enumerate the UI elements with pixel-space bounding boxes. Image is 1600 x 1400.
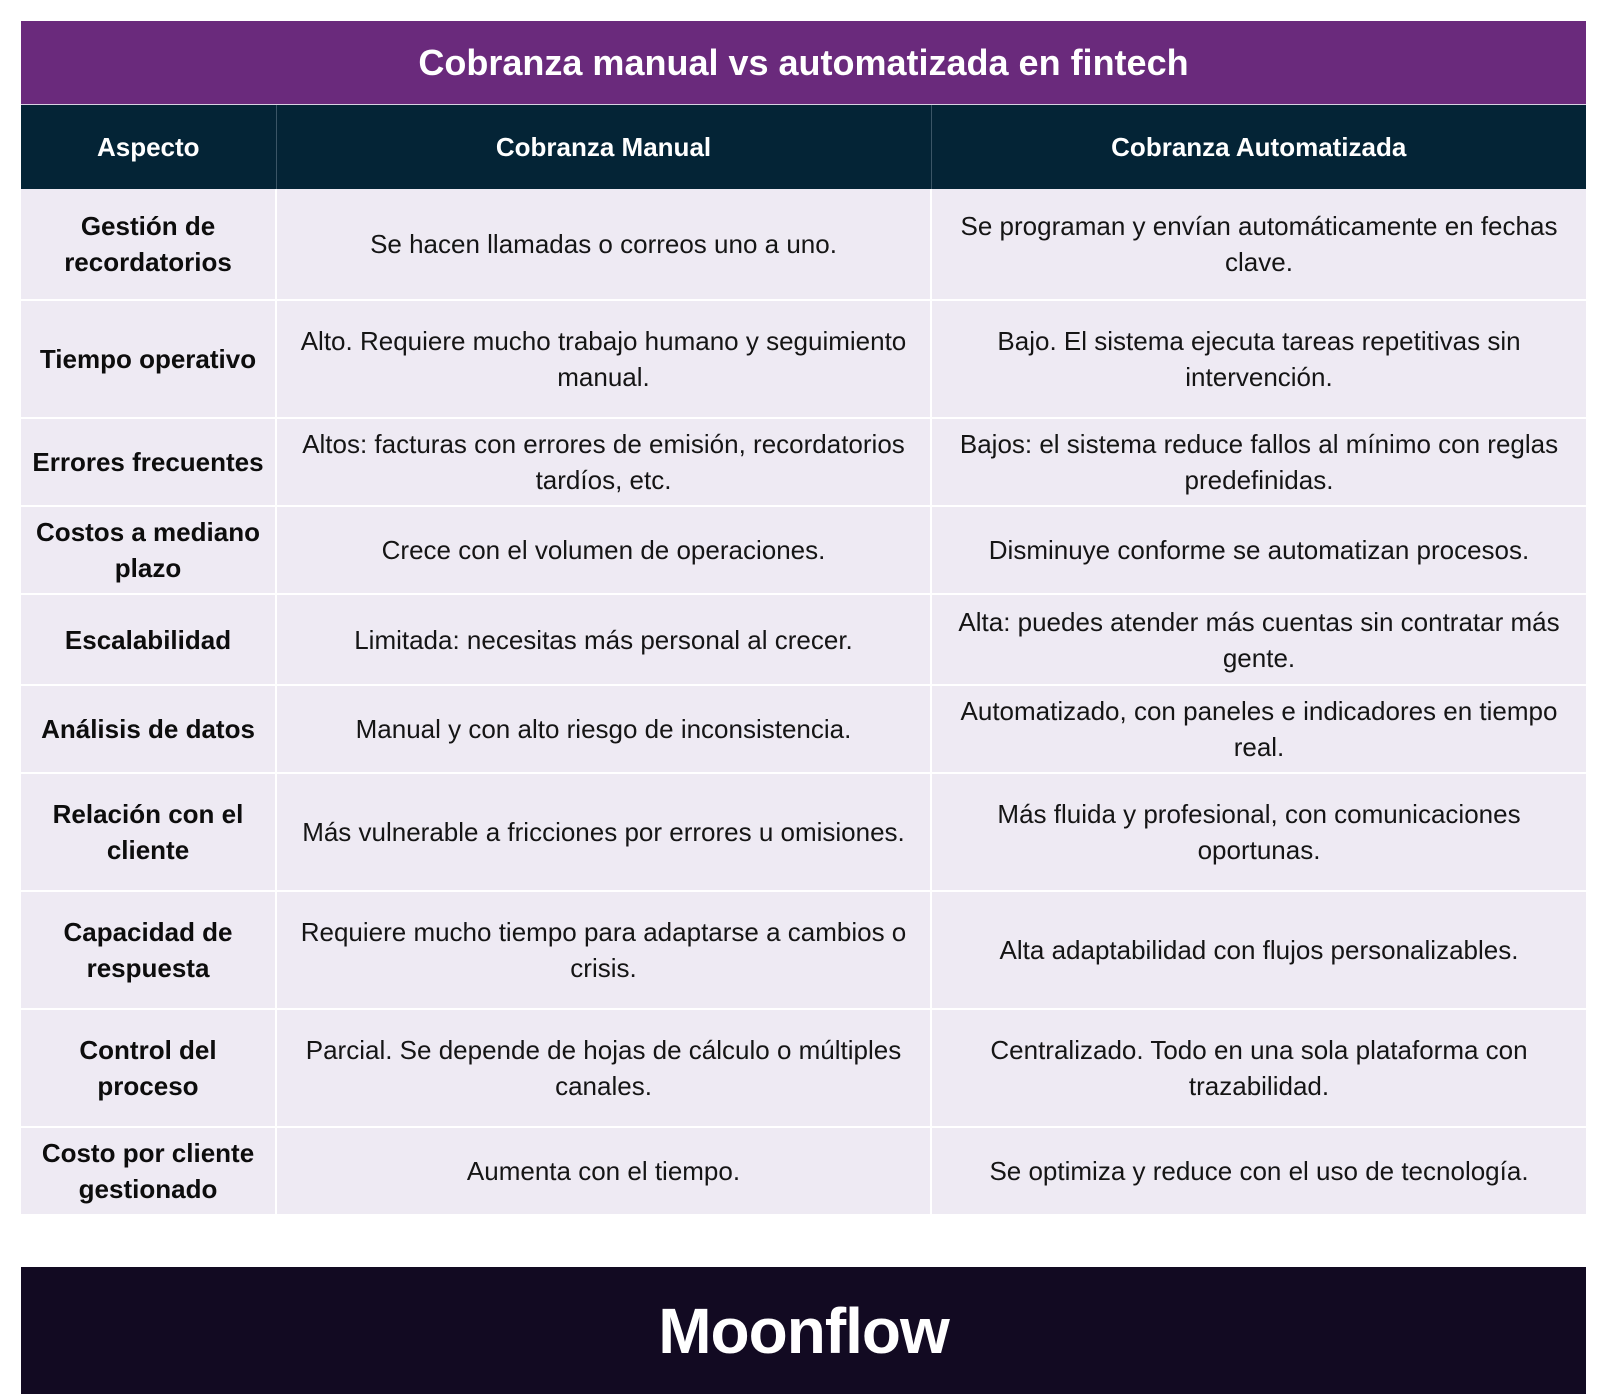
manual-cell: Limitada: necesitas más personal al crecer. bbox=[276, 594, 931, 685]
aspect-cell: Relación con el cliente bbox=[21, 773, 276, 891]
table-row bbox=[21, 1009, 1586, 1127]
table-row bbox=[21, 418, 1586, 506]
table-row bbox=[21, 685, 1586, 773]
aspect-cell: Costo por cliente gestionado bbox=[21, 1127, 276, 1215]
table-row bbox=[21, 1127, 1586, 1215]
automated-cell: Bajo. El sistema ejecuta tareas repetitivas sin intervención. bbox=[931, 300, 1586, 418]
automated-cell: Alta adaptabilidad con flujos personalizables. bbox=[931, 891, 1586, 1009]
aspect-cell: Tiempo operativo bbox=[21, 300, 276, 418]
table-header-row bbox=[21, 105, 1586, 189]
column-header-manual: Cobranza Manual bbox=[276, 105, 931, 189]
table-row bbox=[21, 300, 1586, 418]
automated-cell: Se optimiza y reduce con el uso de tecnología. bbox=[931, 1127, 1586, 1215]
aspect-cell: Escalabilidad bbox=[21, 594, 276, 685]
table-row bbox=[21, 594, 1586, 685]
manual-cell: Aumenta con el tiempo. bbox=[276, 1127, 931, 1215]
column-header-automated: Cobranza Automatizada bbox=[931, 105, 1586, 189]
manual-cell: Alto. Requiere mucho trabajo humano y seguimiento manual. bbox=[276, 300, 931, 418]
table-row bbox=[21, 506, 1586, 594]
aspect-cell: Capacidad de respuesta bbox=[21, 891, 276, 1009]
automated-cell: Más fluida y profesional, con comunicaciones oportunas. bbox=[931, 773, 1586, 891]
table-row bbox=[21, 773, 1586, 891]
aspect-cell: Gestión de recordatorios bbox=[21, 189, 276, 300]
column-header-aspect: Aspecto bbox=[21, 105, 276, 189]
automated-cell: Bajos: el sistema reduce fallos al mínimo con reglas predefinidas. bbox=[931, 418, 1586, 506]
manual-cell: Altos: facturas con errores de emisión, recordatorios tardíos, etc. bbox=[276, 418, 931, 506]
page-title: Cobranza manual vs automatizada en fintech bbox=[21, 21, 1586, 105]
manual-cell: Requiere mucho tiempo para adaptarse a cambios o crisis. bbox=[276, 891, 931, 1009]
automated-cell: Centralizado. Todo en una sola plataforma con trazabilidad. bbox=[931, 1009, 1586, 1127]
brand-footer bbox=[21, 1267, 1586, 1394]
aspect-cell: Análisis de datos bbox=[21, 685, 276, 773]
manual-cell: Crece con el volumen de operaciones. bbox=[276, 506, 931, 594]
automated-cell: Disminuye conforme se automatizan procesos. bbox=[931, 506, 1586, 594]
brand-logo: Moonflow bbox=[658, 1294, 949, 1367]
manual-cell: Manual y con alto riesgo de inconsistencia. bbox=[276, 685, 931, 773]
comparison-table bbox=[21, 105, 1586, 1216]
automated-cell: Automatizado, con paneles e indicadores en tiempo real. bbox=[931, 685, 1586, 773]
manual-cell: Se hacen llamadas o correos uno a uno. bbox=[276, 189, 931, 300]
automated-cell: Se programan y envían automáticamente en fechas clave. bbox=[931, 189, 1586, 300]
table-row bbox=[21, 189, 1586, 300]
manual-cell: Parcial. Se depende de hojas de cálculo o múltiples canales. bbox=[276, 1009, 931, 1127]
aspect-cell: Costos a mediano plazo bbox=[21, 506, 276, 594]
aspect-cell: Control del proceso bbox=[21, 1009, 276, 1127]
automated-cell: Alta: puedes atender más cuentas sin contratar más gente. bbox=[931, 594, 1586, 685]
manual-cell: Más vulnerable a fricciones por errores u omisiones. bbox=[276, 773, 931, 891]
table-row bbox=[21, 891, 1586, 1009]
comparison-infographic bbox=[21, 21, 1586, 1216]
aspect-cell: Errores frecuentes bbox=[21, 418, 276, 506]
